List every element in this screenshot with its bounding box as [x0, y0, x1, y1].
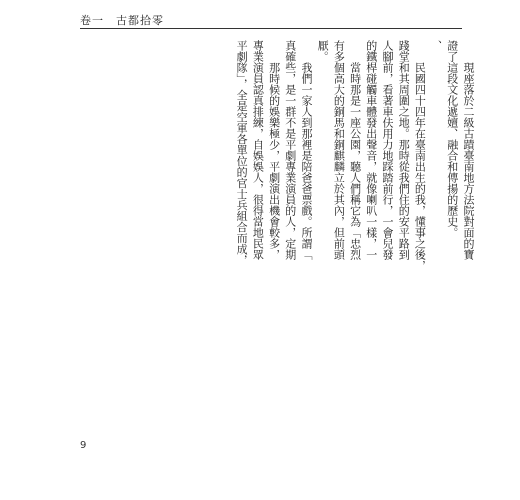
text-column: 當時那是一座公園，聽人們稱它為「忠烈	[348, 40, 362, 260]
text-column: 的鐵桿碰觸車體發出聲音，就像喇叭一樣，一	[364, 40, 378, 260]
text-column: 、	[429, 40, 443, 51]
vertical-text-body	[128, 40, 476, 435]
text-column: 民國四十四年在臺南出生的我，懂事之後，	[413, 40, 427, 271]
text-column: 人腳前，看著車伕用力地踩踏前行，一會兒發	[380, 40, 394, 260]
text-column: 平劇隊」，全是空軍各單位的官士兵組合而成，	[235, 40, 249, 266]
text-column: 現座落於二級古蹟臺南地方法院對面的寶	[462, 40, 475, 260]
text-column: 證了這段文化遞嬗、融合和傳揚的歷史。	[445, 40, 459, 238]
text-column: 有多個高大的銅馬和銅麒麟立於其內，但前頭	[332, 40, 346, 260]
text-column: 專業演員認真排練，自娛娛人，很得當地民眾	[251, 40, 265, 260]
header-rule	[80, 28, 462, 29]
page-number: 9	[80, 440, 87, 451]
text-column: 那時候的娛樂極少，平劇演出機會較多，	[267, 40, 281, 260]
text-column: 真確些，是一群不是平劇專業演員的人，定期	[283, 40, 297, 260]
text-column: 我們一家人到那裡是陪爸爸票戲。所謂「	[299, 40, 313, 260]
chapter-header: 卷一 古都拾零	[80, 14, 164, 27]
text-column: 厭。	[316, 40, 330, 62]
text-column: 踐堂和其周圍之地。那時從我們住的安平路到	[397, 40, 411, 260]
